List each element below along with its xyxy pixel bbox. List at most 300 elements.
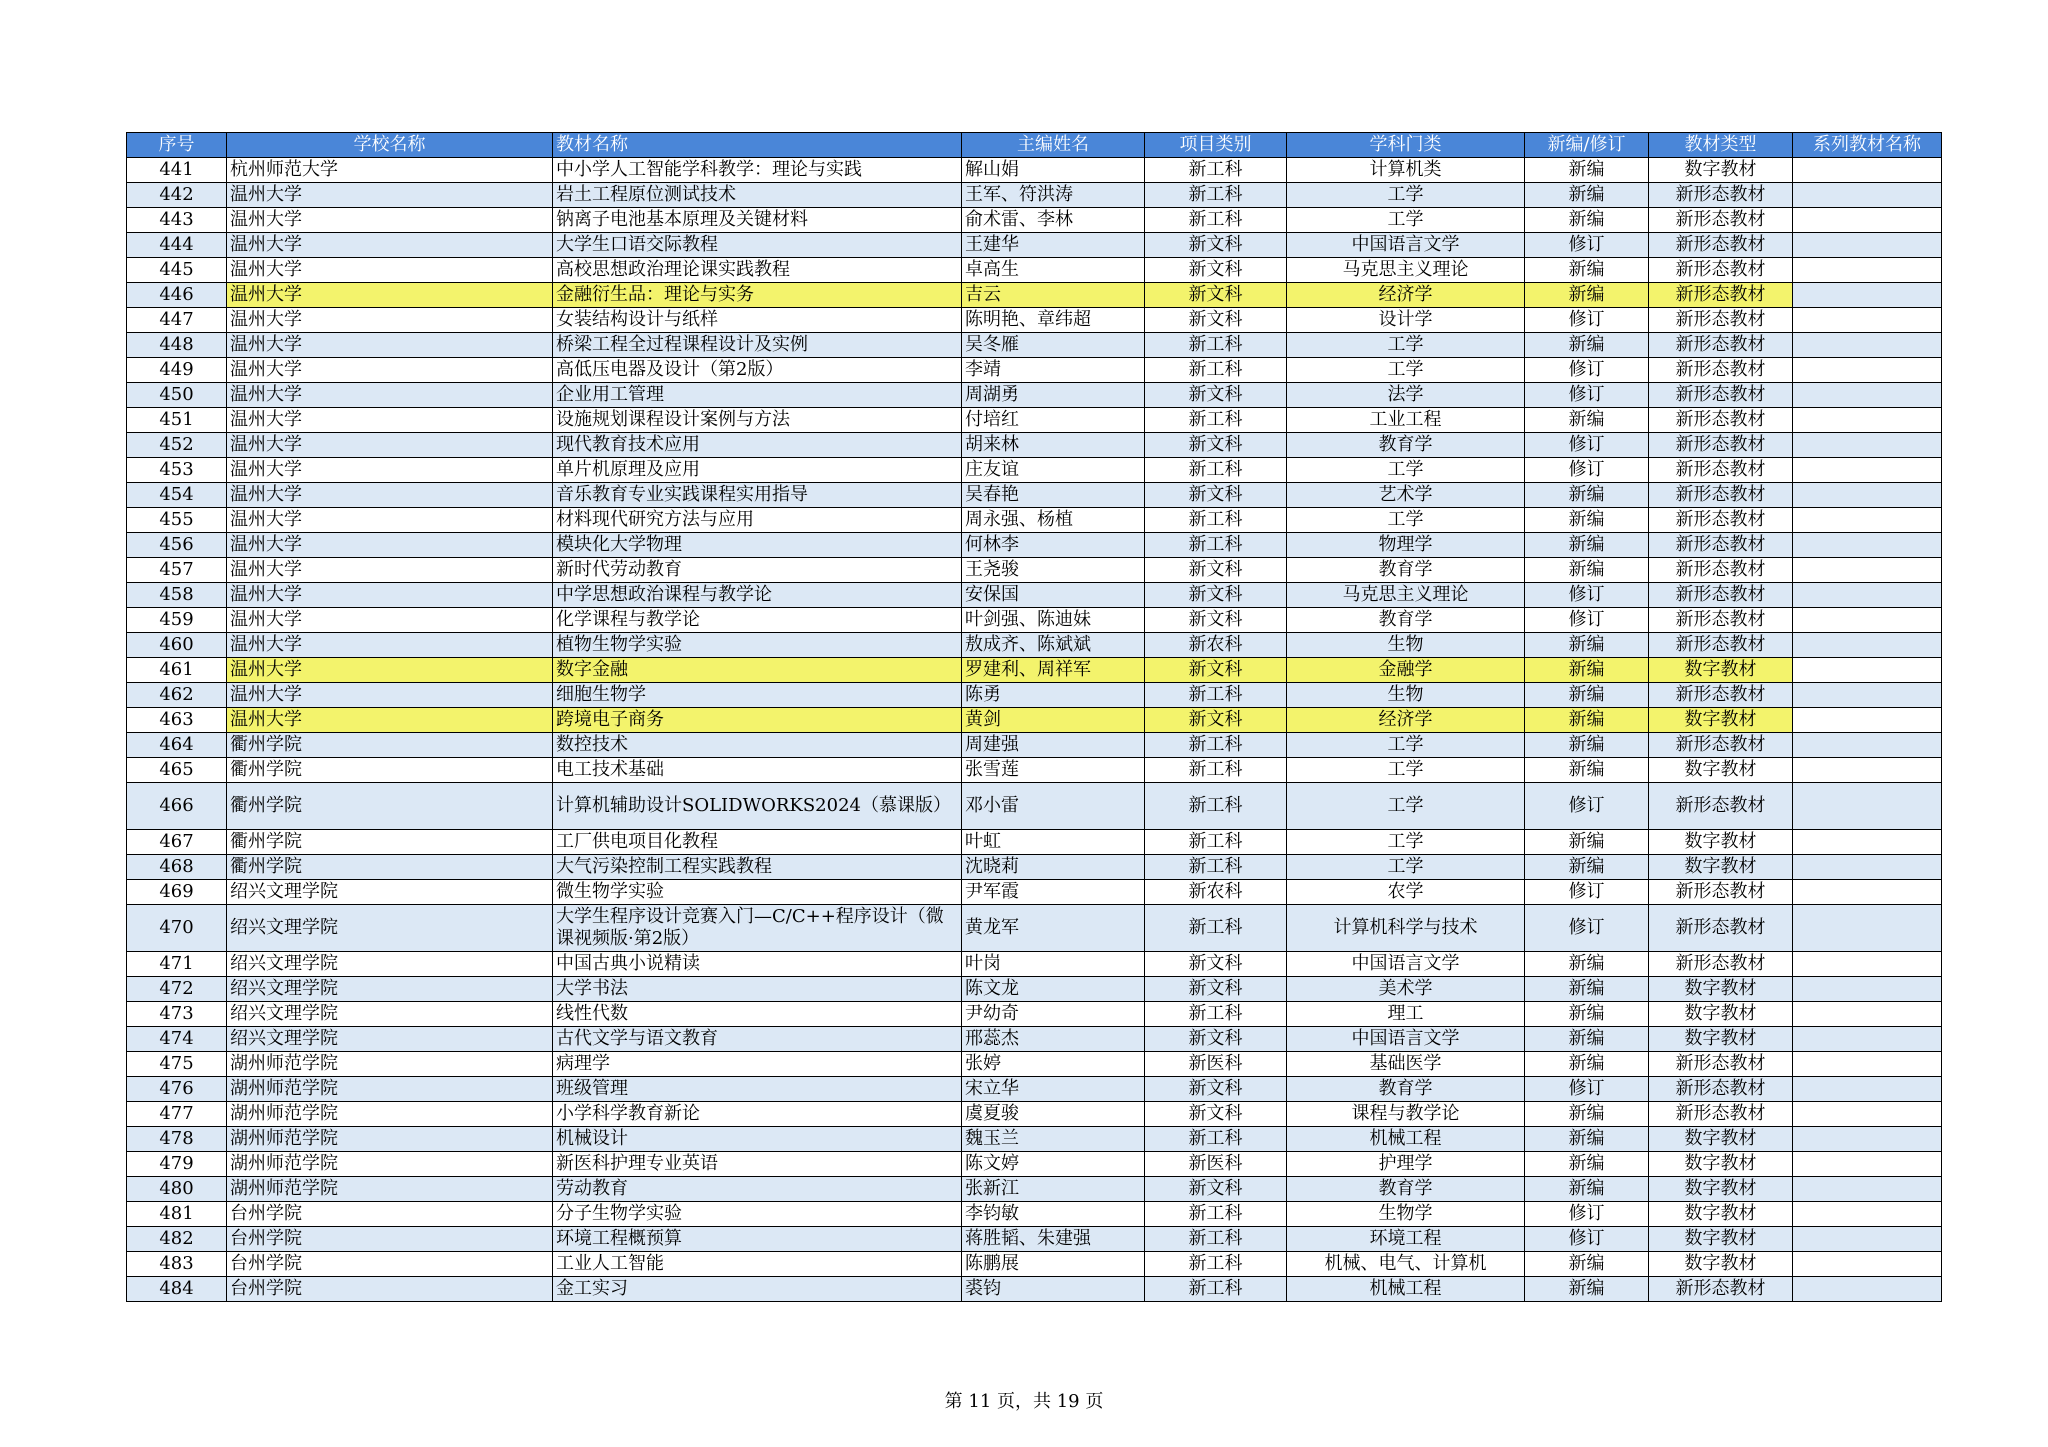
- cell-category: 新文科: [1145, 433, 1287, 458]
- cell-discipline: 金融学: [1287, 658, 1525, 683]
- table-row: [127, 433, 1942, 458]
- cell-title: 古代文学与语文教育: [553, 1027, 962, 1052]
- cell-status: 修订: [1525, 308, 1649, 333]
- cell-no: 449: [127, 358, 227, 383]
- cell-no: 466: [127, 783, 227, 830]
- cell-category: 新工科: [1145, 208, 1287, 233]
- cell-title: 小学科学教育新论: [553, 1102, 962, 1127]
- cell-category: 新工科: [1145, 733, 1287, 758]
- cell-category: 新工科: [1145, 408, 1287, 433]
- cell-discipline: 中国语言文学: [1287, 952, 1525, 977]
- cell-category: 新工科: [1145, 1277, 1287, 1302]
- cell-type: 新形态教材: [1649, 880, 1793, 905]
- cell-no: 475: [127, 1052, 227, 1077]
- cell-editor: 陈文龙: [962, 977, 1145, 1002]
- cell-school: 湖州师范学院: [227, 1152, 553, 1177]
- cell-status: 新编: [1525, 1027, 1649, 1052]
- cell-status: 新编: [1525, 855, 1649, 880]
- cell-editor: 张新江: [962, 1177, 1145, 1202]
- cell-title: 金工实习: [553, 1277, 962, 1302]
- cell-type: 新形态教材: [1649, 358, 1793, 383]
- cell-title: 中国古典小说精读: [553, 952, 962, 977]
- cell-status: 新编: [1525, 333, 1649, 358]
- table-row: [127, 830, 1942, 855]
- cell-discipline: 马克思主义理论: [1287, 258, 1525, 283]
- cell-type: 新形态教材: [1649, 458, 1793, 483]
- cell-no: 465: [127, 758, 227, 783]
- cell-discipline: 工学: [1287, 783, 1525, 830]
- cell-type: 新形态教材: [1649, 183, 1793, 208]
- header-title: 教材名称: [553, 133, 962, 158]
- cell-type: 新形态教材: [1649, 433, 1793, 458]
- cell-series: [1793, 830, 1942, 855]
- table-row: [127, 508, 1942, 533]
- cell-no: 467: [127, 830, 227, 855]
- table-row: [127, 208, 1942, 233]
- table-row: [127, 1027, 1942, 1052]
- cell-school: 温州大学: [227, 633, 553, 658]
- cell-status: 新编: [1525, 1127, 1649, 1152]
- cell-type: 新形态教材: [1649, 558, 1793, 583]
- cell-no: 469: [127, 880, 227, 905]
- cell-editor: 沈晓莉: [962, 855, 1145, 880]
- cell-title: 设施规划课程设计案例与方法: [553, 408, 962, 433]
- table-row: [127, 633, 1942, 658]
- cell-discipline: 教育学: [1287, 1177, 1525, 1202]
- cell-status: 新编: [1525, 758, 1649, 783]
- table-row: [127, 905, 1942, 952]
- cell-editor: 李靖: [962, 358, 1145, 383]
- table-row: [127, 855, 1942, 880]
- cell-status: 修订: [1525, 358, 1649, 383]
- cell-type: 数字教材: [1649, 708, 1793, 733]
- cell-discipline: 美术学: [1287, 977, 1525, 1002]
- cell-school: 湖州师范学院: [227, 1177, 553, 1202]
- cell-series: [1793, 783, 1942, 830]
- cell-school: 台州学院: [227, 1202, 553, 1227]
- cell-title: 微生物学实验: [553, 880, 962, 905]
- cell-series: [1793, 905, 1942, 952]
- cell-editor: 黄剑: [962, 708, 1145, 733]
- cell-editor: 叶岗: [962, 952, 1145, 977]
- cell-editor: 张雪莲: [962, 758, 1145, 783]
- table-row: [127, 708, 1942, 733]
- cell-series: [1793, 1027, 1942, 1052]
- cell-status: 新编: [1525, 208, 1649, 233]
- table-row: [127, 1127, 1942, 1152]
- table-row: [127, 333, 1942, 358]
- cell-no: 476: [127, 1077, 227, 1102]
- cell-status: 新编: [1525, 508, 1649, 533]
- cell-title: 音乐教育专业实践课程实用指导: [553, 483, 962, 508]
- cell-school: 湖州师范学院: [227, 1102, 553, 1127]
- cell-title: 高校思想政治理论课实践教程: [553, 258, 962, 283]
- cell-title: 钠离子电池基本原理及关键材料: [553, 208, 962, 233]
- cell-status: 修订: [1525, 1077, 1649, 1102]
- cell-category: 新农科: [1145, 880, 1287, 905]
- cell-series: [1793, 880, 1942, 905]
- cell-no: 463: [127, 708, 227, 733]
- cell-status: 修订: [1525, 433, 1649, 458]
- cell-category: 新文科: [1145, 1102, 1287, 1127]
- cell-category: 新工科: [1145, 458, 1287, 483]
- cell-status: 新编: [1525, 558, 1649, 583]
- cell-editor: 陈文婷: [962, 1152, 1145, 1177]
- table-row: [127, 658, 1942, 683]
- cell-series: [1793, 408, 1942, 433]
- cell-editor: 宋立华: [962, 1077, 1145, 1102]
- header-category: 项目类别: [1145, 133, 1287, 158]
- cell-discipline: 计算机类: [1287, 158, 1525, 183]
- cell-series: [1793, 183, 1942, 208]
- cell-status: 修订: [1525, 383, 1649, 408]
- cell-series: [1793, 1052, 1942, 1077]
- cell-series: [1793, 1002, 1942, 1027]
- cell-series: [1793, 1252, 1942, 1277]
- cell-no: 464: [127, 733, 227, 758]
- table-row: [127, 1177, 1942, 1202]
- table-row: [127, 233, 1942, 258]
- table-row: [127, 1252, 1942, 1277]
- cell-school: 温州大学: [227, 533, 553, 558]
- cell-series: [1793, 233, 1942, 258]
- cell-school: 台州学院: [227, 1227, 553, 1252]
- cell-category: 新文科: [1145, 383, 1287, 408]
- cell-series: [1793, 977, 1942, 1002]
- cell-type: 数字教材: [1649, 158, 1793, 183]
- cell-school: 温州大学: [227, 333, 553, 358]
- cell-status: 修订: [1525, 880, 1649, 905]
- cell-editor: 卓高生: [962, 258, 1145, 283]
- cell-category: 新文科: [1145, 283, 1287, 308]
- cell-discipline: 课程与教学论: [1287, 1102, 1525, 1127]
- cell-status: 新编: [1525, 283, 1649, 308]
- cell-discipline: 机械、电气、计算机: [1287, 1252, 1525, 1277]
- cell-editor: 何林李: [962, 533, 1145, 558]
- cell-type: 数字教材: [1649, 1002, 1793, 1027]
- cell-status: 修订: [1525, 608, 1649, 633]
- table-row: [127, 952, 1942, 977]
- cell-school: 绍兴文理学院: [227, 880, 553, 905]
- cell-editor: 陈勇: [962, 683, 1145, 708]
- cell-series: [1793, 483, 1942, 508]
- cell-category: 新工科: [1145, 1127, 1287, 1152]
- cell-editor: 陈明艳、章纬超: [962, 308, 1145, 333]
- cell-no: 451: [127, 408, 227, 433]
- cell-type: 新形态教材: [1649, 283, 1793, 308]
- cell-type: 新形态教材: [1649, 583, 1793, 608]
- table-row: [127, 533, 1942, 558]
- cell-title: 环境工程概预算: [553, 1227, 962, 1252]
- cell-discipline: 环境工程: [1287, 1227, 1525, 1252]
- cell-category: 新工科: [1145, 1252, 1287, 1277]
- cell-title: 工业人工智能: [553, 1252, 962, 1277]
- table-row: [127, 283, 1942, 308]
- cell-no: 461: [127, 658, 227, 683]
- cell-school: 绍兴文理学院: [227, 977, 553, 1002]
- cell-category: 新工科: [1145, 855, 1287, 880]
- cell-series: [1793, 258, 1942, 283]
- cell-status: 新编: [1525, 658, 1649, 683]
- cell-status: 新编: [1525, 1252, 1649, 1277]
- cell-series: [1793, 583, 1942, 608]
- cell-series: [1793, 1127, 1942, 1152]
- cell-type: 数字教材: [1649, 855, 1793, 880]
- cell-no: 468: [127, 855, 227, 880]
- cell-series: [1793, 708, 1942, 733]
- cell-no: 454: [127, 483, 227, 508]
- cell-status: 新编: [1525, 977, 1649, 1002]
- header-editor: 主编姓名: [962, 133, 1145, 158]
- cell-title: 桥梁工程全过程课程设计及实例: [553, 333, 962, 358]
- cell-title: 细胞生物学: [553, 683, 962, 708]
- cell-no: 462: [127, 683, 227, 708]
- cell-discipline: 教育学: [1287, 433, 1525, 458]
- cell-series: [1793, 1227, 1942, 1252]
- cell-series: [1793, 658, 1942, 683]
- cell-school: 温州大学: [227, 283, 553, 308]
- cell-type: 数字教材: [1649, 830, 1793, 855]
- cell-title: 新医科护理专业英语: [553, 1152, 962, 1177]
- cell-editor: 叶剑强、陈迪妹: [962, 608, 1145, 633]
- cell-title: 跨境电子商务: [553, 708, 962, 733]
- cell-no: 471: [127, 952, 227, 977]
- cell-discipline: 工学: [1287, 508, 1525, 533]
- cell-discipline: 机械工程: [1287, 1127, 1525, 1152]
- cell-category: 新文科: [1145, 1177, 1287, 1202]
- cell-no: 448: [127, 333, 227, 358]
- cell-type: 新形态教材: [1649, 683, 1793, 708]
- cell-type: 新形态教材: [1649, 733, 1793, 758]
- cell-title: 材料现代研究方法与应用: [553, 508, 962, 533]
- cell-type: 新形态教材: [1649, 1077, 1793, 1102]
- cell-title: 计算机辅助设计SOLIDWORKS2024（慕课版）: [553, 783, 962, 830]
- cell-type: 数字教材: [1649, 1252, 1793, 1277]
- cell-title: 班级管理: [553, 1077, 962, 1102]
- cell-title: 病理学: [553, 1052, 962, 1077]
- cell-title: 模块化大学物理: [553, 533, 962, 558]
- cell-no: 479: [127, 1152, 227, 1177]
- cell-category: 新文科: [1145, 258, 1287, 283]
- cell-discipline: 工学: [1287, 855, 1525, 880]
- cell-category: 新文科: [1145, 308, 1287, 333]
- cell-category: 新文科: [1145, 658, 1287, 683]
- table-row: [127, 383, 1942, 408]
- cell-status: 新编: [1525, 1052, 1649, 1077]
- cell-title: 中学思想政治课程与教学论: [553, 583, 962, 608]
- cell-discipline: 机械工程: [1287, 1277, 1525, 1302]
- cell-category: 新工科: [1145, 183, 1287, 208]
- cell-type: 新形态教材: [1649, 533, 1793, 558]
- table-row: [127, 583, 1942, 608]
- cell-discipline: 教育学: [1287, 558, 1525, 583]
- cell-editor: 尹军霞: [962, 880, 1145, 905]
- cell-status: 修订: [1525, 1227, 1649, 1252]
- cell-type: 新形态教材: [1649, 1052, 1793, 1077]
- cell-editor: 魏玉兰: [962, 1127, 1145, 1152]
- cell-discipline: 工学: [1287, 758, 1525, 783]
- cell-no: 441: [127, 158, 227, 183]
- cell-no: 481: [127, 1202, 227, 1227]
- cell-school: 绍兴文理学院: [227, 905, 553, 952]
- cell-editor: 付培红: [962, 408, 1145, 433]
- table-row: [127, 1227, 1942, 1252]
- cell-series: [1793, 283, 1942, 308]
- cell-discipline: 基础医学: [1287, 1052, 1525, 1077]
- cell-category: 新工科: [1145, 683, 1287, 708]
- cell-category: 新文科: [1145, 977, 1287, 1002]
- cell-category: 新文科: [1145, 558, 1287, 583]
- table-row: [127, 608, 1942, 633]
- cell-discipline: 经济学: [1287, 283, 1525, 308]
- cell-discipline: 工学: [1287, 458, 1525, 483]
- cell-discipline: 中国语言文学: [1287, 1027, 1525, 1052]
- cell-status: 新编: [1525, 408, 1649, 433]
- cell-editor: 周建强: [962, 733, 1145, 758]
- cell-status: 新编: [1525, 708, 1649, 733]
- cell-school: 温州大学: [227, 608, 553, 633]
- table-row: [127, 1277, 1942, 1302]
- cell-status: 新编: [1525, 683, 1649, 708]
- cell-school: 温州大学: [227, 208, 553, 233]
- cell-no: 453: [127, 458, 227, 483]
- cell-title: 劳动教育: [553, 1177, 962, 1202]
- cell-discipline: 工学: [1287, 183, 1525, 208]
- cell-status: 新编: [1525, 633, 1649, 658]
- cell-no: 483: [127, 1252, 227, 1277]
- cell-school: 衢州学院: [227, 758, 553, 783]
- cell-editor: 吴冬雁: [962, 333, 1145, 358]
- cell-no: 480: [127, 1177, 227, 1202]
- cell-status: 新编: [1525, 952, 1649, 977]
- cell-editor: 邢蕊杰: [962, 1027, 1145, 1052]
- cell-status: 新编: [1525, 183, 1649, 208]
- cell-series: [1793, 952, 1942, 977]
- cell-title: 数控技术: [553, 733, 962, 758]
- cell-status: 新编: [1525, 258, 1649, 283]
- cell-title: 数字金融: [553, 658, 962, 683]
- cell-school: 衢州学院: [227, 855, 553, 880]
- cell-type: 新形态教材: [1649, 1102, 1793, 1127]
- cell-discipline: 生物学: [1287, 1202, 1525, 1227]
- cell-discipline: 马克思主义理论: [1287, 583, 1525, 608]
- cell-title: 大学书法: [553, 977, 962, 1002]
- cell-discipline: 农学: [1287, 880, 1525, 905]
- table-row: [127, 880, 1942, 905]
- cell-editor: 俞术雷、李林: [962, 208, 1145, 233]
- cell-category: 新文科: [1145, 608, 1287, 633]
- cell-discipline: 工学: [1287, 733, 1525, 758]
- cell-school: 湖州师范学院: [227, 1052, 553, 1077]
- cell-editor: 王尧骏: [962, 558, 1145, 583]
- cell-type: 新形态教材: [1649, 208, 1793, 233]
- table-row: [127, 783, 1942, 830]
- cell-school: 绍兴文理学院: [227, 952, 553, 977]
- cell-category: 新工科: [1145, 905, 1287, 952]
- cell-status: 修订: [1525, 583, 1649, 608]
- cell-editor: 解山娟: [962, 158, 1145, 183]
- cell-school: 杭州师范大学: [227, 158, 553, 183]
- header-series: 系列教材名称: [1793, 133, 1942, 158]
- cell-status: 新编: [1525, 158, 1649, 183]
- cell-school: 温州大学: [227, 658, 553, 683]
- cell-category: 新工科: [1145, 1002, 1287, 1027]
- cell-editor: 吴春艳: [962, 483, 1145, 508]
- cell-series: [1793, 608, 1942, 633]
- cell-status: 修订: [1525, 905, 1649, 952]
- cell-series: [1793, 1202, 1942, 1227]
- cell-no: 443: [127, 208, 227, 233]
- cell-no: 456: [127, 533, 227, 558]
- cell-discipline: 中国语言文学: [1287, 233, 1525, 258]
- cell-category: 新文科: [1145, 583, 1287, 608]
- cell-editor: 蒋胜韬、朱建强: [962, 1227, 1145, 1252]
- cell-no: 452: [127, 433, 227, 458]
- table-row: [127, 408, 1942, 433]
- cell-series: [1793, 158, 1942, 183]
- cell-title: 大气污染控制工程实践教程: [553, 855, 962, 880]
- cell-type: 新形态教材: [1649, 905, 1793, 952]
- cell-category: 新工科: [1145, 158, 1287, 183]
- cell-editor: 邓小雷: [962, 783, 1145, 830]
- table-row: [127, 258, 1942, 283]
- cell-editor: 周湖勇: [962, 383, 1145, 408]
- table-row: [127, 483, 1942, 508]
- cell-school: 温州大学: [227, 233, 553, 258]
- cell-category: 新文科: [1145, 952, 1287, 977]
- cell-editor: 胡来林: [962, 433, 1145, 458]
- cell-discipline: 物理学: [1287, 533, 1525, 558]
- cell-title: 工厂供电项目化教程: [553, 830, 962, 855]
- textbook-table: [126, 132, 1942, 1302]
- cell-editor: 李钧敏: [962, 1202, 1145, 1227]
- cell-status: 修订: [1525, 1202, 1649, 1227]
- cell-editor: 王军、符洪涛: [962, 183, 1145, 208]
- cell-status: 新编: [1525, 483, 1649, 508]
- cell-discipline: 理工: [1287, 1002, 1525, 1027]
- cell-type: 数字教材: [1649, 1127, 1793, 1152]
- cell-school: 温州大学: [227, 558, 553, 583]
- cell-no: 472: [127, 977, 227, 1002]
- cell-category: 新工科: [1145, 830, 1287, 855]
- cell-title: 现代教育技术应用: [553, 433, 962, 458]
- cell-series: [1793, 333, 1942, 358]
- cell-no: 470: [127, 905, 227, 952]
- table-row: [127, 308, 1942, 333]
- cell-category: 新工科: [1145, 333, 1287, 358]
- cell-discipline: 法学: [1287, 383, 1525, 408]
- cell-title: 女装结构设计与纸样: [553, 308, 962, 333]
- cell-no: 460: [127, 633, 227, 658]
- cell-school: 温州大学: [227, 183, 553, 208]
- cell-status: 新编: [1525, 1177, 1649, 1202]
- table-row: [127, 1202, 1942, 1227]
- table-row: [127, 1077, 1942, 1102]
- cell-series: [1793, 758, 1942, 783]
- cell-no: 484: [127, 1277, 227, 1302]
- cell-status: 新编: [1525, 1102, 1649, 1127]
- cell-title: 高低压电器及设计（第2版）: [553, 358, 962, 383]
- cell-type: 新形态教材: [1649, 258, 1793, 283]
- cell-type: 新形态教材: [1649, 1277, 1793, 1302]
- cell-title: 岩土工程原位测试技术: [553, 183, 962, 208]
- cell-category: 新医科: [1145, 1052, 1287, 1077]
- cell-series: [1793, 533, 1942, 558]
- cell-status: 新编: [1525, 830, 1649, 855]
- cell-discipline: 工学: [1287, 358, 1525, 383]
- table-row: [127, 758, 1942, 783]
- cell-status: 修订: [1525, 783, 1649, 830]
